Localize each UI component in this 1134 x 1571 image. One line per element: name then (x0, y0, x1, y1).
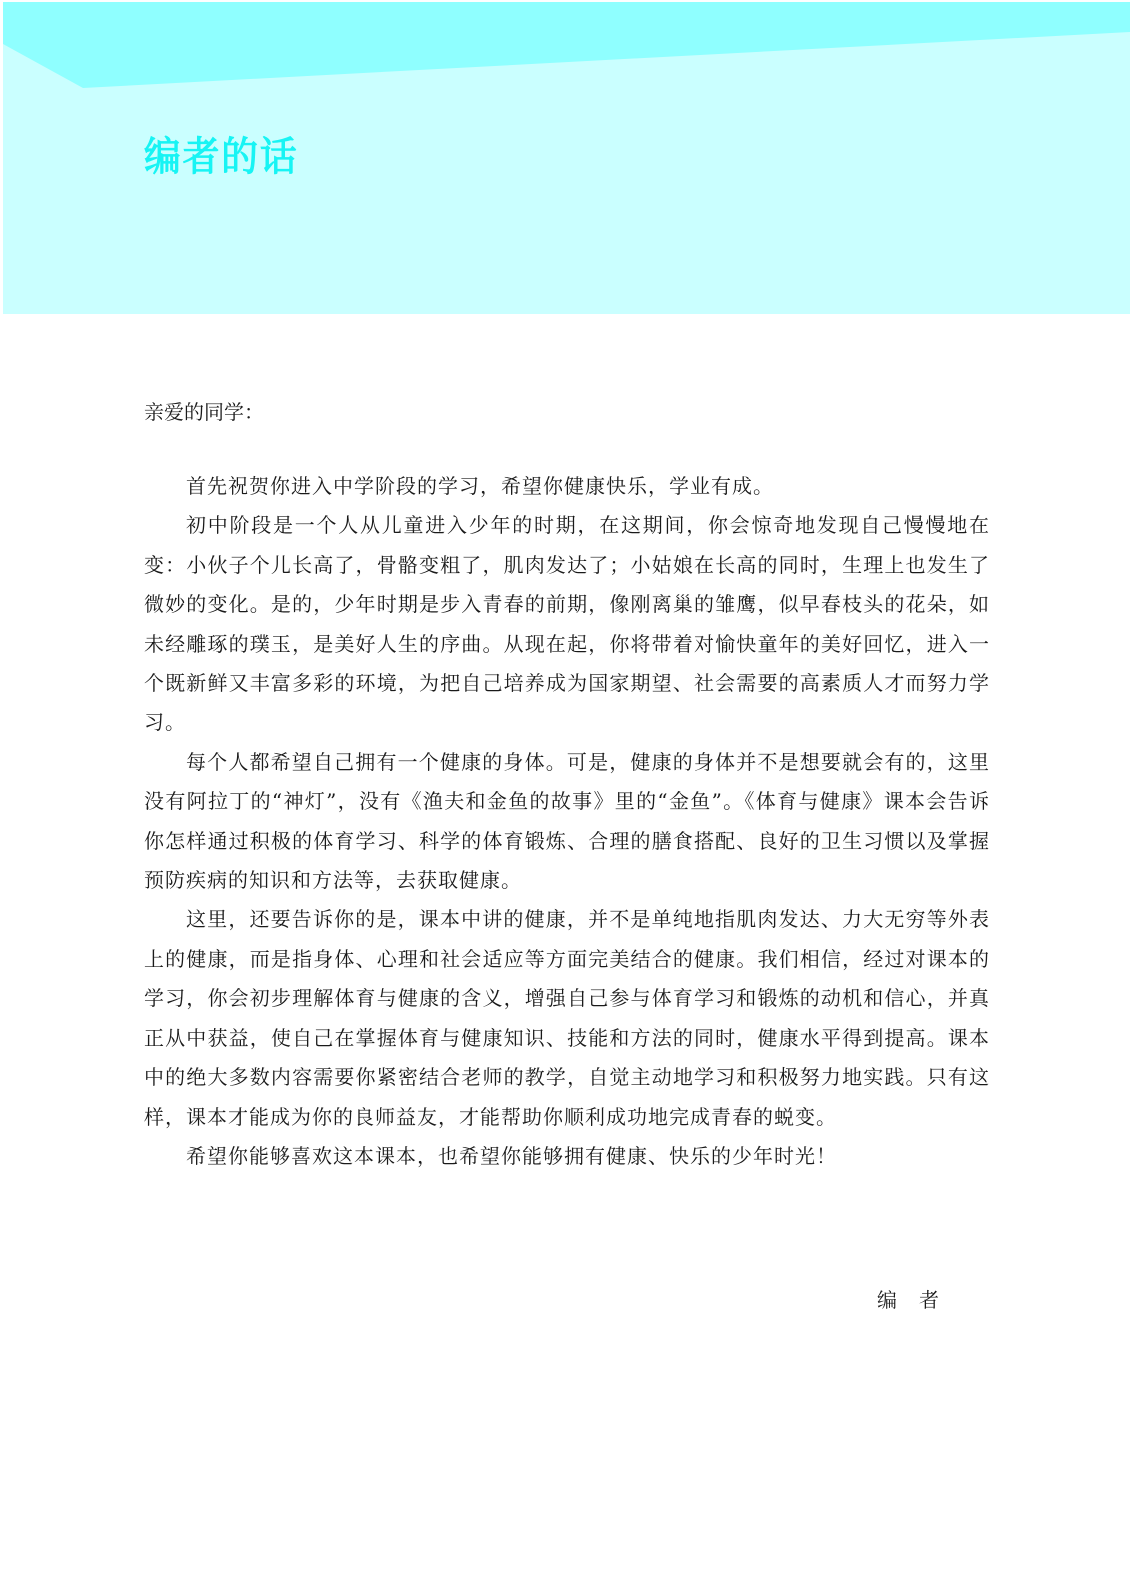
paragraph-healthy-body: 每个人都希望自己拥有一个健康的身体。可是，健康的身体并不是想要就会有的，这里没有阿拉丁的“神灯”，没有《渔夫和金鱼的故事》里的“金鱼”。《体育与健康》课本会告诉你怎样通过积极的体育学习、科学的体育锻炼、合理的膳食搭配、良好的卫生习惯以及掌握预防疾病的知识和方法等，去获取健康。 (144, 749, 990, 893)
paragraph-meaning-of-health: 这里，还要告诉你的是，课本中讲的健康，并不是单纯地指肌肉发达、力大无穷等外表上的健康，而是指身体、心理和社会适应等方面完美结合的健康。我们相信，经过对课本的学习，你会初步理解体育与健康的含义，增强自己参与体育学习和锻炼的动机和信心，并真正从中获益，使自己在掌握体育与健康知识、技能和方法的同时，健康水平得到提高。课本中的绝大多数内容需要你紧密结合老师的教学，自觉主动地学习和积极努力地实践。只有这样，课本才能成为你的良师益友，才能帮助你顺利成功地完成青春的蜕变。 (144, 907, 990, 1129)
salutation: 亲爱的同学： (144, 400, 264, 424)
signature (877, 1284, 939, 1316)
paragraph-congratulations: 首先祝贺你进入中学阶段的学习，希望你健康快乐，学业有成。 (186, 474, 774, 498)
signature-char-1: 编 (877, 1288, 897, 1312)
paragraph-adolescence: 初中阶段是一个人从儿童进入少年的时期，在这期间，你会惊奇地发现自己慢慢地在变：小伙子个儿长高了，骨骼变粗了，肌肉发达了；小姑娘在长高的同时，生理上也发生了微妙的变化。是的，少年时期是步入青春的前期，像刚离巢的雏鹰，似早春枝头的花朵，如未经雕琢的璞玉，是美好人生的序曲。从现在起，你将带着对愉快童年的美好回忆，进入一个既新鲜又丰富多彩的环境，为把自己培养成为国家期望、社会需要的高素质人才而努力学习。 (144, 513, 990, 735)
page-title: 编者的话 (144, 133, 299, 180)
letter-body (144, 393, 990, 1176)
paragraph-closing-wish: 希望你能够喜欢这本课本，也希望你能够拥有健康、快乐的少年时光！ (186, 1143, 837, 1168)
signature-char-2: 者 (919, 1288, 939, 1312)
